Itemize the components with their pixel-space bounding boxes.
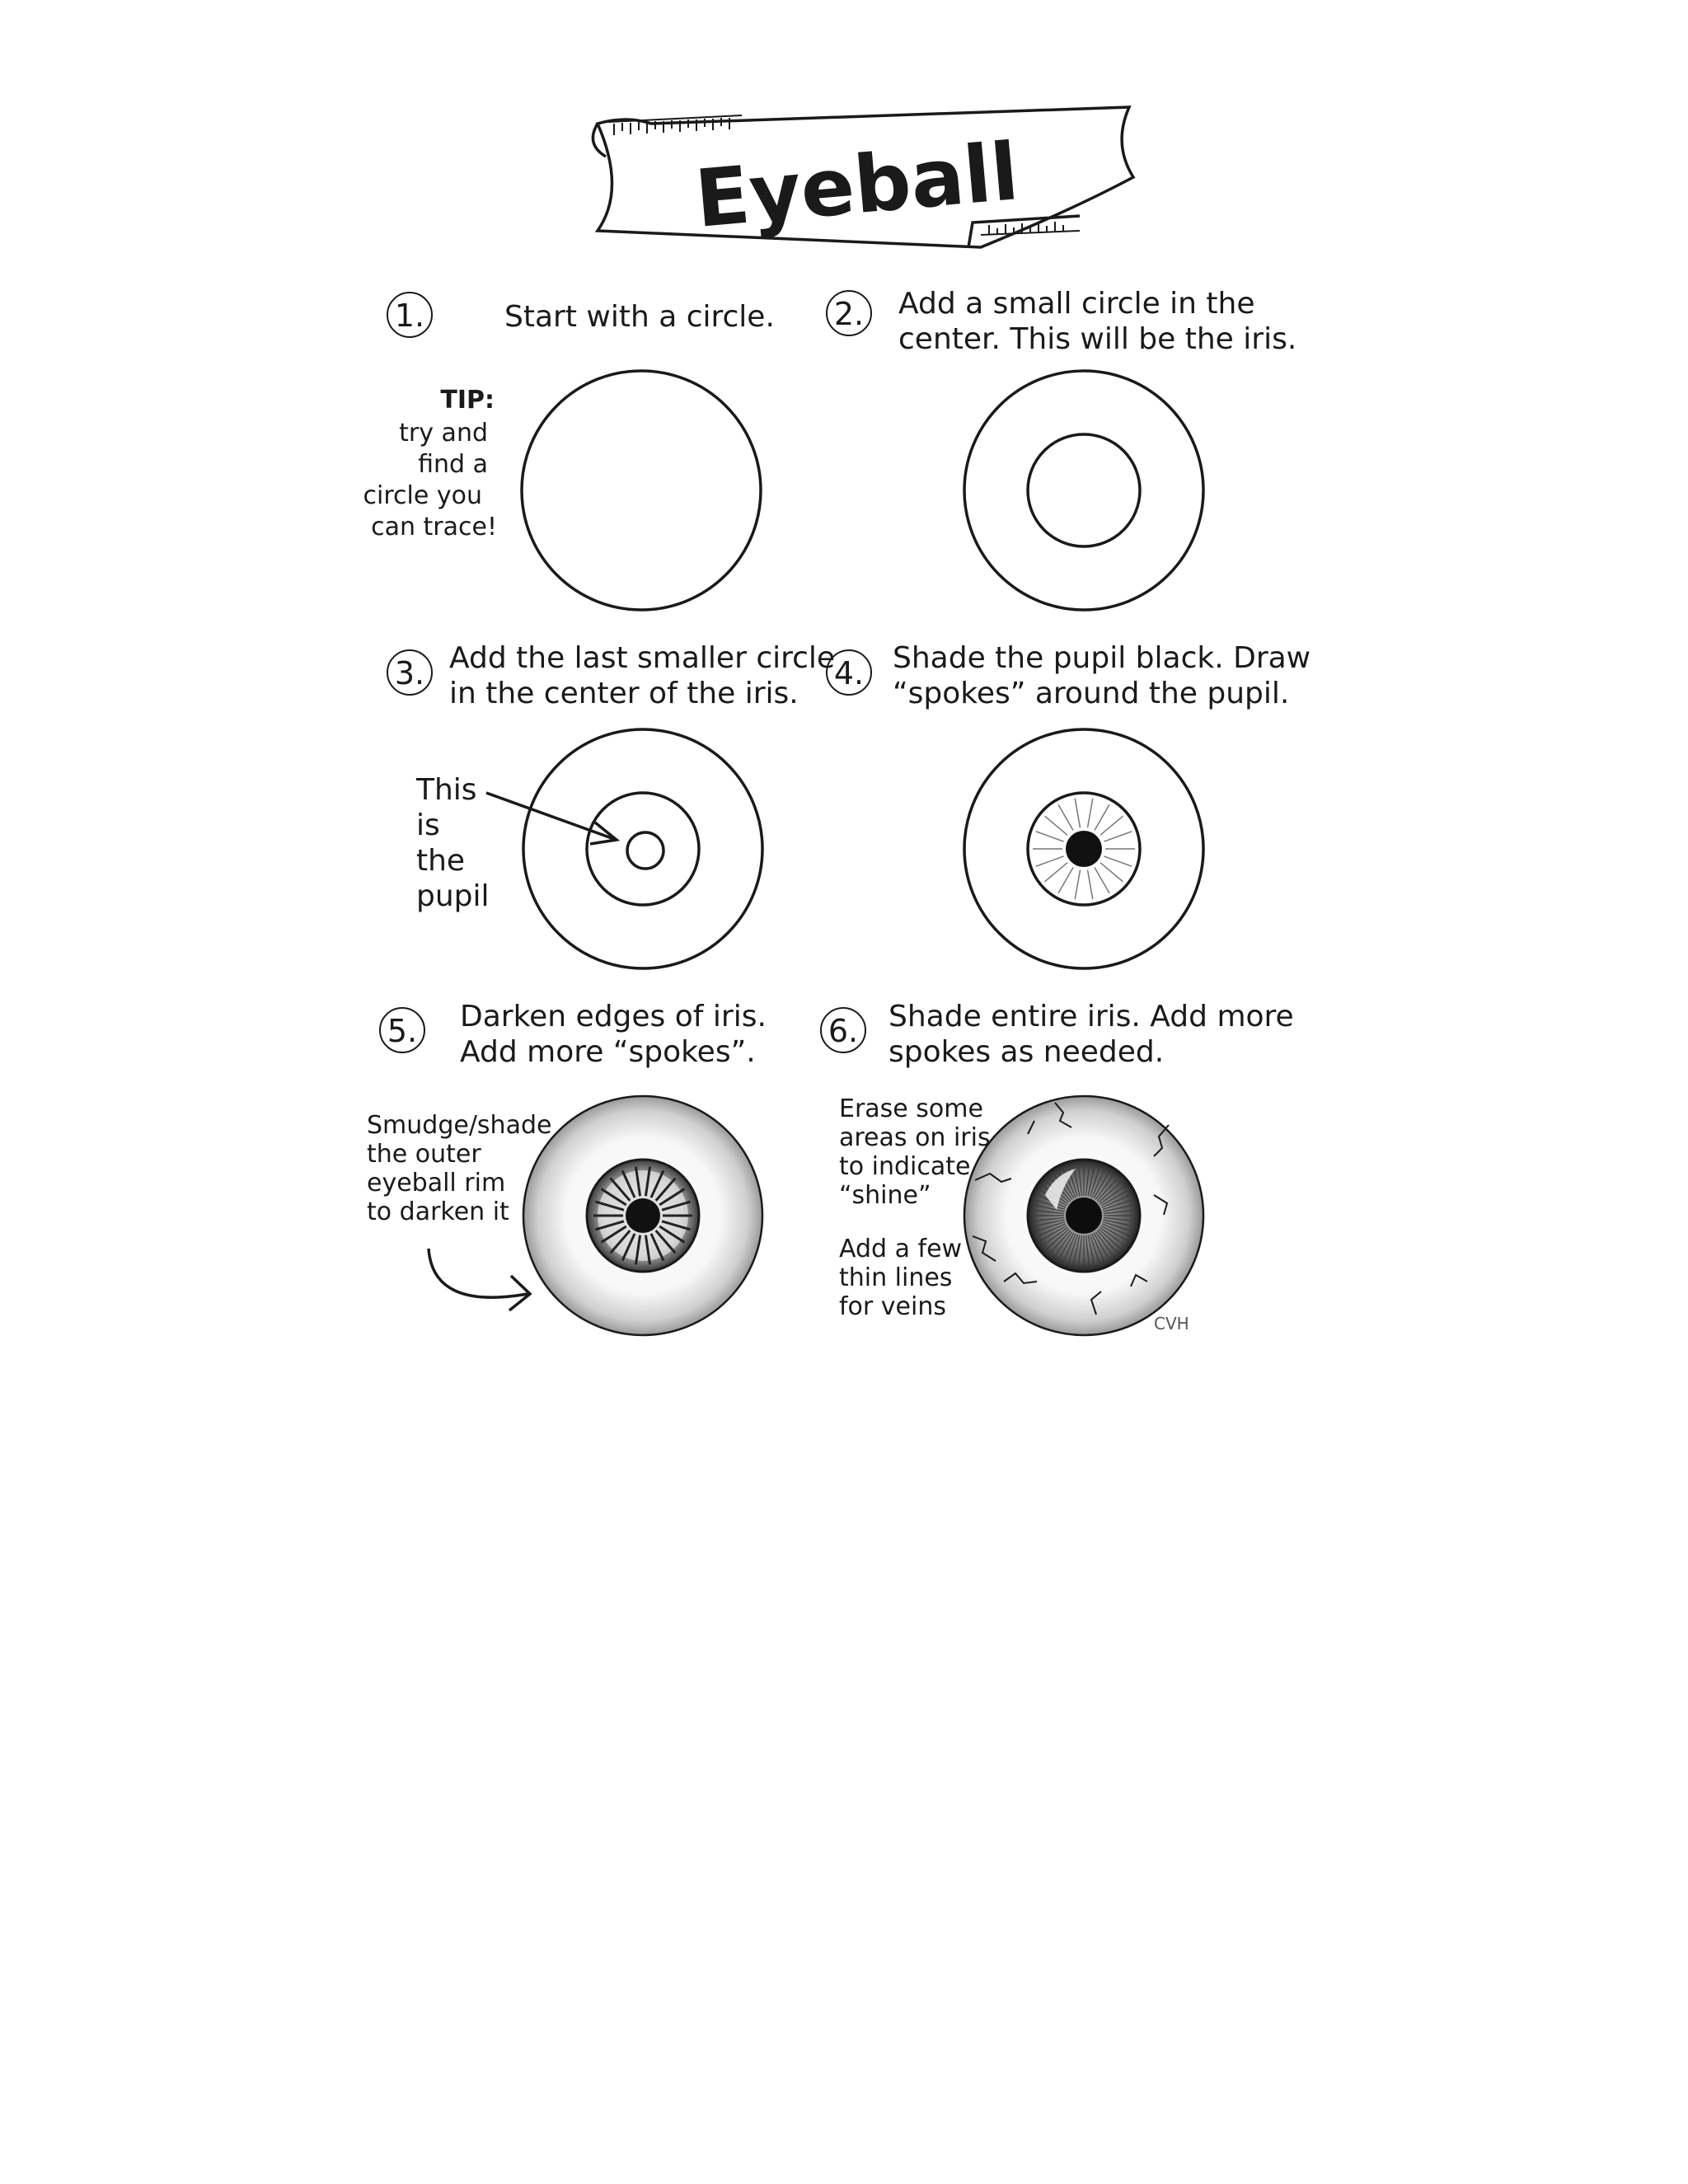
step-instruction: Start with a circle. [504, 300, 775, 334]
iris-spoke [1058, 868, 1073, 893]
smudge-note-line: eyeball rim [367, 1169, 506, 1197]
smudge-note-line: Smudge/shade [367, 1111, 552, 1140]
erase-note-line: “shine” [839, 1181, 931, 1210]
tip-line: circle you [363, 481, 482, 510]
smudge-note-line: the outer [367, 1140, 481, 1169]
step-number: 2. [833, 296, 865, 332]
step-instruction: Add the last smaller circle [449, 641, 836, 675]
step-6 [821, 1000, 1294, 1335]
veins-note-line: Add a few [839, 1235, 963, 1263]
iris-spoke [1045, 816, 1068, 835]
step-4 [827, 641, 1311, 968]
erase-note-line: areas on iris [839, 1123, 991, 1152]
pupil [1066, 1197, 1102, 1234]
tip-line: find a [418, 450, 488, 479]
erase-note-line: to indicate [839, 1152, 971, 1181]
iris-outline [587, 793, 699, 905]
title-banner [593, 107, 1133, 247]
eyeball-outline [522, 371, 761, 610]
curved-arrow-icon [429, 1249, 530, 1310]
smudge-note-line: to darken it [367, 1197, 509, 1226]
step-instruction: spokes as needed. [889, 1035, 1165, 1069]
step-number: 4. [833, 655, 865, 691]
step-3 [387, 641, 835, 968]
step-1 [363, 293, 775, 610]
iris-spoke [1095, 868, 1109, 893]
pupil [626, 1198, 660, 1233]
eyeball-outline [964, 371, 1203, 610]
step-instruction: center. This will be the iris. [898, 322, 1297, 356]
step-instruction: Add more “spokes”. [460, 1035, 756, 1069]
step-5 [367, 1000, 767, 1335]
step-instruction: Shade entire iris. Add more [889, 1000, 1294, 1033]
veins-note-line: thin lines [839, 1263, 953, 1292]
pupil [1066, 831, 1102, 867]
iris-spoke [1036, 832, 1064, 841]
pupil-label-line: This [416, 773, 477, 807]
step-instruction: Shade the pupil black. Draw [893, 641, 1311, 675]
iris-spoke [1088, 799, 1093, 827]
tip-line: can trace! [371, 513, 497, 541]
pupil-label-line: pupil [416, 879, 490, 913]
step-instruction: Add a small circle in the [898, 287, 1255, 321]
erase-note-line: Erase some [839, 1094, 983, 1123]
tip-heading: TIP: [440, 386, 495, 415]
iris-spoke [1100, 863, 1123, 882]
iris-spoke [1036, 856, 1064, 866]
tip-note [363, 386, 497, 541]
step-number: 5. [387, 1013, 418, 1049]
pupil-outline [627, 832, 663, 869]
artist-signature: CVH [1154, 1314, 1189, 1333]
veins-note [839, 1235, 962, 1321]
iris-spoke [1075, 799, 1080, 827]
step-number: 1. [394, 298, 425, 334]
step-instruction: “spokes” around the pupil. [893, 677, 1290, 710]
iris-spoke [1095, 804, 1109, 830]
tip-line: try and [399, 419, 488, 448]
step-number: 3. [394, 655, 425, 691]
iris-outline [1028, 434, 1140, 546]
eyeball-outline [523, 729, 762, 968]
pupil-label [415, 773, 490, 913]
step-instruction: in the center of the iris. [449, 677, 799, 710]
iris-spoke [1100, 816, 1123, 835]
iris-spoke [1075, 870, 1080, 899]
step-number: 6. [828, 1013, 859, 1049]
iris-spoke [1104, 856, 1132, 866]
iris-spoke [1045, 863, 1068, 882]
step-instruction: Darken edges of iris. [460, 1000, 767, 1033]
veins-note-line: for veins [839, 1292, 946, 1321]
iris-spoke [1088, 870, 1093, 899]
iris-spoke [1104, 832, 1132, 841]
iris-spoke [1058, 804, 1073, 830]
pupil-label-line: the [416, 844, 466, 878]
step-2 [827, 287, 1296, 610]
page-title: Eyeball [692, 125, 1022, 246]
pupil-label-line: is [416, 808, 440, 842]
